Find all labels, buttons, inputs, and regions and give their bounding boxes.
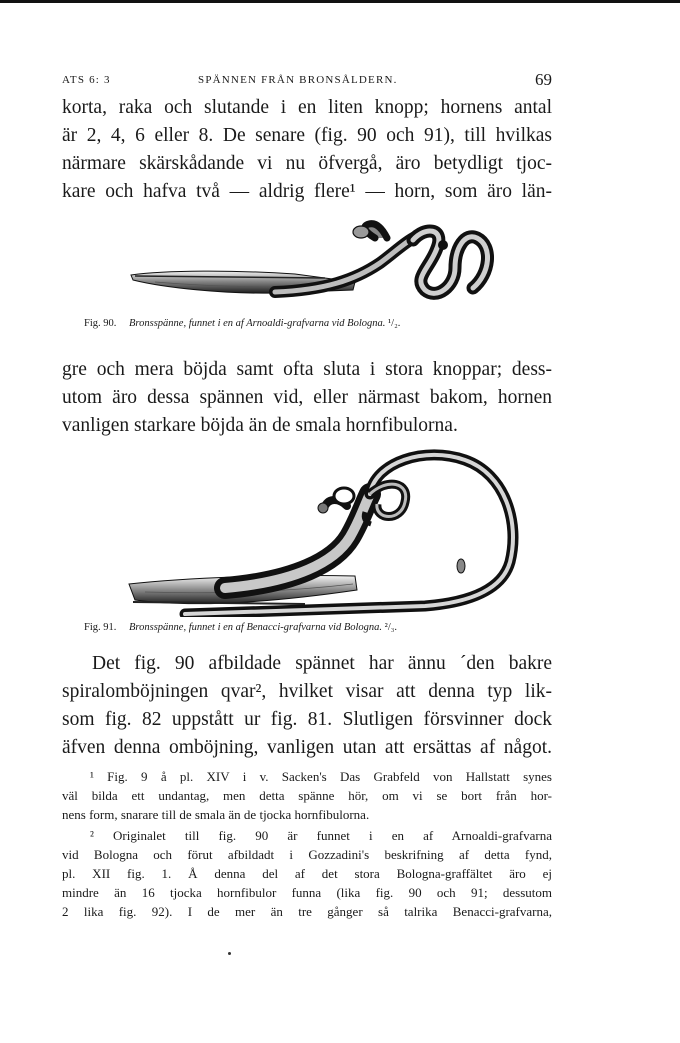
caption-text: Bronsspänne, funnet i en af Arnoaldi-grafvarna vid Bologna. [129, 318, 386, 329]
print-speck [228, 952, 231, 955]
footnote-1 [62, 767, 552, 824]
text-line: utom äro dessa spännen vid, eller närmast bakom, hornen [62, 387, 552, 408]
paragraph-2 [62, 356, 552, 440]
footnote-line: pl. XII fig. 1. Å denna del af det stora Bologna-graffältet äro ej [62, 866, 552, 881]
journal-reference: ATS 6: 3 [62, 74, 111, 86]
top-rule [0, 0, 680, 3]
figure-91-caption [84, 622, 397, 633]
figure-number: Fig. 91. [84, 622, 117, 633]
page-number: 69 [535, 70, 552, 89]
footnote-line: mindre än 16 tjocka hornfibulor funna (lika fig. 90 och 91; dessutom [62, 885, 552, 900]
running-title: SPÄNNEN FRÅN BRONSÅLDERN. [198, 74, 398, 86]
paragraph-1 [62, 94, 552, 206]
text-line: närmare skärskådande vi nu öfvergå, äro betydligt tjoc- [62, 153, 552, 174]
scale: ²/₃. [384, 622, 398, 633]
footnote-line: vid Bologna och förut afbildadt i Gozzadini's beskrifning af detta fynd, [62, 847, 552, 862]
text-line: kare och hafva två — aldrig flere¹ — horn, som äro län- [62, 181, 552, 202]
text-line: som fig. 82 uppstått ur fig. 81. Slutligen försvinner dock [62, 709, 552, 730]
running-header [62, 70, 552, 88]
footnote-2 [62, 826, 552, 921]
figure-90-fibula-illustration [125, 218, 495, 313]
text-line: vanligen starkare böjda än de smala hornfibulorna. [62, 415, 458, 436]
text-line: är 2, 4, 6 eller 8. De senare (fig. 90 och 91), till hvilkas [62, 125, 552, 146]
figure-90-caption [84, 318, 400, 329]
text-line: Det fig. 90 afbildade spännet har ännu ´den bakre [92, 653, 552, 674]
paragraph-3 [62, 650, 552, 762]
text-line: spiralomböjningen qvar², hvilket visar att denna typ lik- [62, 681, 552, 702]
footnote-line: 2 lika fig. 92). I de mer än tre gånger så talrika Benacci-grafvarna, [62, 904, 552, 919]
footnote-line: ¹ Fig. 9 å pl. XIV i v. Sacken's Das Grabfeld von Hallstatt synes [90, 769, 552, 784]
text-line: gre och mera böjda samt ofta sluta i stora knoppar; dess- [62, 359, 552, 380]
caption-text: Bronsspänne, funnet i en af Benacci-grafvarna vid Bologna. [129, 622, 383, 633]
footnote-line: väl bilda ett undantag, men detta spänne hör, om vi se bort från hor- [62, 788, 552, 803]
figure-91-fibula-illustration [125, 442, 535, 617]
text-line: korta, raka och slutande i en liten knopp; hornens antal [62, 97, 552, 118]
figure-number: Fig. 90. [84, 318, 117, 329]
scale: ¹/₂. [388, 318, 401, 329]
footnote-line: nens form, snarare till de smala än de tjocka hornfibulorna. [62, 807, 370, 822]
footnote-line: ² Originalet till fig. 90 är funnet i en af Arnoaldi-grafvarna [90, 828, 552, 843]
text-line: äfven denna omböjning, vanligen utan att ersättas af något. [62, 737, 552, 758]
